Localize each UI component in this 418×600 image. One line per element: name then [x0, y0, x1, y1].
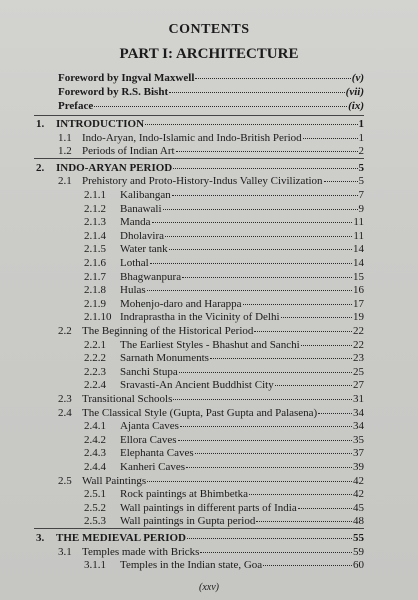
- entry-page-number: 42: [353, 488, 364, 501]
- dot-leader: [200, 552, 352, 553]
- entry-page-number: (ix): [348, 100, 364, 112]
- entry-number: 2.5.1: [84, 488, 106, 501]
- section-entry: [58, 145, 364, 158]
- dot-leader: [147, 481, 352, 482]
- entry-page-number: 5: [358, 161, 364, 174]
- entry-title: Bhagwanpura: [120, 270, 182, 283]
- dot-leader: [186, 467, 352, 468]
- page-number-footer: (xxv): [199, 582, 219, 593]
- entry-page-number: 23: [353, 352, 364, 365]
- chapter-entry: [36, 162, 364, 175]
- entry-title: Sarnath Monuments: [120, 352, 209, 365]
- section-entry: [58, 175, 364, 188]
- entry-title: Preface: [58, 100, 94, 112]
- subsection-entry: [84, 352, 364, 365]
- dot-leader: [169, 92, 345, 93]
- subsection-entry: [84, 271, 364, 284]
- subsection-entry: [84, 461, 364, 474]
- entry-page-number: 35: [353, 433, 364, 446]
- subsection-entry: [84, 502, 364, 515]
- entry-number: 2.2.4: [84, 379, 106, 392]
- entry-number: 2.3: [58, 393, 72, 405]
- entry-number: 2.1.3: [84, 216, 106, 229]
- entry-title: Foreword by R.S. Bisht: [58, 86, 169, 98]
- entry-page-number: 34: [353, 420, 364, 433]
- entry-number: 2.1.5: [84, 243, 106, 256]
- entry-title: Wall Paintings: [82, 474, 147, 487]
- dot-leader: [263, 565, 352, 566]
- dot-leader: [303, 138, 358, 139]
- entry-title: Transitional Schools: [82, 393, 173, 405]
- entry-page-number: 19: [353, 311, 364, 324]
- entry-title: Kanheri Caves: [120, 461, 186, 473]
- entry-title: Indraprastha in the Vicinity of Delhi: [120, 311, 280, 324]
- subsection-entry: [84, 379, 364, 392]
- subsection-entry: [84, 559, 364, 572]
- section-entry: [58, 132, 364, 145]
- entry-title: Elephanta Caves: [120, 447, 194, 460]
- entry-number: 2.4: [58, 406, 72, 419]
- entry-title: The Beginning of the Historical Period: [82, 325, 254, 337]
- entry-page-number: 22: [353, 338, 364, 351]
- entry-page-number: 17: [353, 297, 364, 310]
- entry-number: 2.4.2: [84, 433, 106, 446]
- dot-leader: [318, 413, 352, 414]
- entry-page-number: (vii): [345, 86, 364, 98]
- entry-page-number: 15: [353, 270, 364, 283]
- dot-leader: [210, 358, 352, 359]
- subsection-entry: [84, 243, 364, 256]
- entry-title: Water tank: [120, 243, 168, 256]
- entry-title: Dholavira: [120, 229, 164, 242]
- entry-number: 1.: [36, 118, 45, 130]
- entry-page-number: 55: [353, 532, 364, 544]
- subsection-entry: [84, 284, 364, 297]
- subsection-entry: [84, 257, 364, 270]
- entry-title: The Earliest Styles - Bhashut and Sanchi: [120, 338, 300, 351]
- entry-page-number: 60: [353, 559, 364, 572]
- entry-title: Ajanta Caves: [120, 420, 179, 433]
- entry-page-number: 14: [353, 257, 364, 269]
- section-entry: [58, 475, 364, 488]
- entry-page-number: 42: [353, 474, 364, 487]
- entry-page-number: 31: [353, 393, 364, 405]
- entry-number: 2.1: [58, 175, 72, 188]
- dot-leader: [195, 453, 352, 454]
- entry-title: THE MEDIEVAL PERIOD: [56, 532, 186, 544]
- entry-page-number: 37: [353, 447, 364, 460]
- entry-page-number: 39: [353, 461, 364, 473]
- dot-leader: [187, 538, 352, 539]
- entry-title: Banawali: [120, 202, 162, 215]
- subsection-entry: [84, 339, 364, 352]
- entry-title: Lothal: [120, 257, 149, 269]
- entry-page-number: 27: [353, 379, 364, 392]
- entry-number: 2.1.6: [84, 257, 106, 269]
- entry-number: 3.: [36, 532, 45, 544]
- entry-number: 2.2.3: [84, 365, 106, 378]
- dot-leader: [298, 508, 352, 509]
- entry-title: INTRODUCTION: [56, 118, 145, 130]
- dot-leader: [173, 168, 357, 169]
- dot-leader: [145, 124, 357, 125]
- entry-title: Wall paintings in Gupta period: [120, 515, 256, 528]
- entry-number: 2.5.2: [84, 501, 106, 514]
- entry-number: 2.4.3: [84, 447, 106, 460]
- front-matter-entry: [58, 86, 364, 99]
- dot-leader: [281, 317, 352, 318]
- dot-leader: [152, 222, 353, 223]
- entry-page-number: 11: [353, 229, 364, 242]
- entry-page-number: 7: [358, 189, 364, 201]
- entry-page-number: 11: [353, 216, 364, 229]
- dot-leader: [254, 331, 352, 332]
- dot-leader: [169, 249, 352, 250]
- entry-title: Kalibangan: [120, 189, 171, 201]
- entry-page-number: 34: [353, 406, 364, 419]
- entry-title: Periods of Indian Art: [82, 145, 175, 158]
- entry-page-number: 9: [358, 202, 364, 215]
- subsection-entry: [84, 366, 364, 379]
- entry-number: 1.2: [58, 145, 72, 158]
- entry-number: 2.: [36, 161, 45, 174]
- entry-number: 2.2: [58, 325, 72, 337]
- entry-number: 1.1: [58, 131, 72, 144]
- entry-title: Manda: [120, 216, 151, 229]
- subsection-entry: [84, 203, 364, 216]
- dot-leader: [147, 290, 352, 291]
- entry-number: 2.1.4: [84, 229, 106, 242]
- dot-leader: [178, 440, 352, 441]
- dot-leader: [301, 345, 352, 346]
- entry-page-number: 1: [358, 131, 364, 144]
- dot-leader: [195, 78, 350, 79]
- subsection-entry: [84, 216, 364, 229]
- dot-leader: [180, 426, 352, 427]
- entry-title: Temples in the Indian state, Goa: [120, 559, 263, 572]
- subsection-entry: [84, 298, 364, 311]
- dot-leader: [163, 209, 358, 210]
- entry-page-number: 2: [358, 145, 364, 158]
- entry-number: 2.1.7: [84, 270, 106, 283]
- entry-number: 2.4.4: [84, 461, 106, 473]
- section-divider: [34, 528, 364, 529]
- entry-title: Wall paintings in different parts of India: [120, 501, 297, 514]
- dot-leader: [176, 151, 358, 152]
- entry-page-number: 45: [353, 501, 364, 514]
- entry-page-number: 22: [353, 325, 364, 337]
- entry-title: The Classical Style (Gupta, Past Gupta and Palasena): [82, 406, 318, 419]
- dot-leader: [243, 304, 352, 305]
- subsection-entry: [84, 447, 364, 460]
- dot-leader: [165, 236, 352, 237]
- entry-number: 2.1.2: [84, 202, 106, 215]
- entry-title: Indo-Aryan, Indo-Islamic and Indo-British Period: [82, 131, 302, 144]
- entry-title: Hulas: [120, 284, 146, 297]
- section-divider: [34, 115, 364, 116]
- entry-page-number: 5: [358, 175, 364, 188]
- dot-leader: [182, 277, 352, 278]
- dot-leader: [275, 385, 352, 386]
- entry-number: 2.5: [58, 474, 72, 487]
- entry-number: 2.1.10: [84, 311, 112, 324]
- entry-title: Mohenjo-daro and Harappa: [120, 297, 242, 310]
- entry-number: 2.1.8: [84, 284, 106, 297]
- entry-title: Sravasti-An Ancient Buddhist City: [120, 379, 274, 392]
- entry-page-number: 14: [353, 243, 364, 256]
- entry-page-number: 1: [358, 118, 364, 130]
- section-entry: [58, 325, 364, 338]
- subsection-entry: [84, 230, 364, 243]
- dot-leader: [94, 106, 347, 107]
- entry-page-number: 59: [353, 545, 364, 558]
- subsection-entry: [84, 515, 364, 528]
- dot-leader: [179, 372, 352, 373]
- entry-title: Temples made with Bricks: [82, 545, 200, 558]
- entry-title: INDO-ARYAN PERIOD: [56, 161, 173, 174]
- entry-number: 3.1: [58, 545, 72, 558]
- section-entry: [58, 407, 364, 420]
- entry-title: Foreword by Ingval Maxwell: [58, 72, 195, 84]
- subsection-entry: [84, 434, 364, 447]
- entry-number: 2.5.3: [84, 515, 106, 528]
- dot-leader: [249, 494, 352, 495]
- contents-heading: CONTENTS: [168, 22, 250, 37]
- subsection-entry: [84, 311, 364, 324]
- entry-number: 3.1.1: [84, 559, 106, 572]
- entry-number: 2.1.9: [84, 297, 106, 310]
- entry-title: Ellora Caves: [120, 433, 177, 446]
- dot-leader: [173, 399, 352, 400]
- part-title: PART I: ARCHITECTURE: [119, 46, 299, 62]
- chapter-entry: [36, 532, 364, 545]
- subsection-entry: [84, 189, 364, 202]
- chapter-entry: [36, 118, 364, 131]
- entry-number: 2.2.2: [84, 352, 106, 365]
- entry-title: Rock paintings at Bhimbetka: [120, 488, 249, 501]
- front-matter-entry: [58, 72, 364, 85]
- entry-page-number: 48: [353, 515, 364, 528]
- front-matter-entry: [58, 100, 364, 113]
- entry-page-number: (v): [351, 72, 364, 84]
- dot-leader: [256, 521, 352, 522]
- section-entry: [58, 393, 364, 406]
- dot-leader: [172, 195, 358, 196]
- subsection-entry: [84, 420, 364, 433]
- entry-page-number: 16: [353, 284, 364, 297]
- entry-title: Sanchi Stupa: [120, 365, 178, 378]
- entry-page-number: 25: [353, 365, 364, 378]
- entry-number: 2.1.1: [84, 189, 106, 201]
- entry-number: 2.2.1: [84, 338, 106, 351]
- entry-title: Prehistory and Proto-History-Indus Valley Civilization: [82, 175, 323, 188]
- subsection-entry: [84, 488, 364, 501]
- section-entry: [58, 546, 364, 559]
- section-divider: [34, 158, 364, 159]
- entry-number: 2.4.1: [84, 420, 106, 433]
- dot-leader: [324, 181, 358, 182]
- dot-leader: [150, 263, 352, 264]
